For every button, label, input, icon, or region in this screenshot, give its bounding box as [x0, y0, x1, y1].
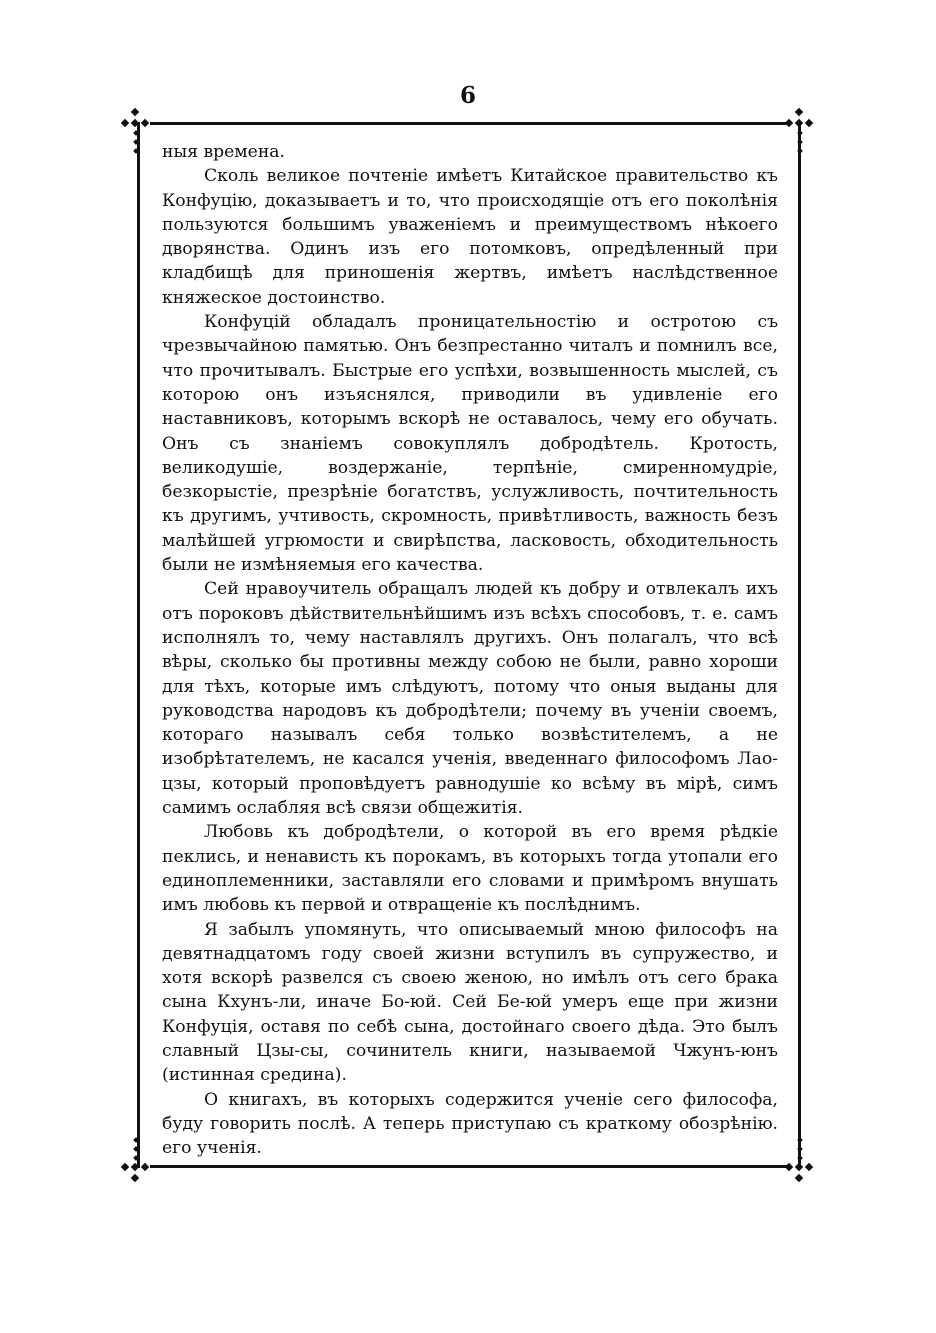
- frame-right-rule: [798, 122, 801, 1168]
- paragraph: Сей нравоучитель обращалъ людей къ добру и отвлекалъ ихъ отъ пороковъ дѣйствительнѣйшимъ изъ всѣхъ способовъ, т. е. самъ исполнялъ то, чему наставлялъ другихъ. Онъ полагалъ, что всѣ вѣры, сколько бы противны между собою не были, равно хороши для тѣхъ, которые имъ слѣдуютъ, потому что оныя выданы для руководства народовъ къ добродѣтели; почему въ ученіи своемъ, котораго называлъ себя только возвѣстителемъ, а не изобрѣтателемъ, не касался ученія, введеннаго философомъ Лао-цзы, который проповѣдуетъ равнодушіе ко всѣму въ мірѣ, симъ самимъ ослабляя всѣ связи общежитія.: [162, 579, 778, 819]
- frame-bottom-rule: [150, 1165, 790, 1168]
- paragraph-continuation: ныя времена.: [162, 142, 285, 162]
- ornament-bottom-right-icon: [782, 1130, 822, 1190]
- frame-top-rule: [150, 122, 790, 125]
- paragraph: Я забылъ упомянуть, что описываемый мною философъ на девятнадцатомъ году своей жизни вступилъ въ супружество, и хотя вскорѣ развелся съ своею женою, но имѣлъ отъ сего брака сына Кхунъ-ли, иначе Бо-юй. Сей Бе-юй умеръ еще при жизни Конфуція, оставя по себѣ сына, достойнаго своего дѣда. Это былъ славный Цзы-сы, сочинитель книги, называемой Чжунъ-юнъ (истинная средина).: [162, 919, 778, 1086]
- ornament-top-left-icon: [118, 106, 158, 166]
- paragraph: Любовь къ добродѣтели, о которой въ его время рѣдкіе пеклись, и ненависть къ порокамъ, въ которыхъ тогда утопали его единоплеменники, заставляли его словами и примѣромъ внушать имъ любовь къ первой и отвращеніе къ послѣднимъ.: [162, 822, 778, 916]
- paragraph: Сколь великое почтеніе имѣетъ Китайское правительство къ Конфуцію, доказываетъ и то, что происходящіе отъ его поколѣнія пользуются большимъ уваженіемъ и преимуществомъ нѣкоего дворянства. Одинъ изъ его потомковъ, опредѣленный при кладбищѣ для приношенія жертвъ, имѣетъ наслѣдственное княжеское достоинство.: [162, 166, 778, 308]
- paragraph: О книгахъ, въ которыхъ содержится ученіе сего философа, буду говорить послѣ. А теперь приступаю съ краткому обозрѣнію. его ученія.: [162, 1089, 778, 1159]
- ornament-top-right-icon: [782, 106, 822, 166]
- frame-left-rule: [137, 122, 140, 1168]
- page-number: 6: [459, 82, 476, 109]
- ornament-bottom-left-icon: [118, 1130, 158, 1190]
- body-text: [162, 140, 778, 1160]
- paragraph: Конфуцій обладалъ проницательностію и остротою съ чрезвычайною памятью. Онъ безпрестанно читалъ и помнилъ все, что прочитывалъ. Быстрые его успѣхи, возвышенность мыслей, съ которою онъ изъяснялся, приводили въ удивленіе его наставниковъ, которымъ вскорѣ не оставалось, чему его обучать. Онъ съ знаніемъ совокуплялъ добродѣтель. Кротость, великодушіе, воздержаніе, терпѣніе, смиренномудріе, безкорыстіе, презрѣніе богатствъ, услужливость, почтительность къ другимъ, учтивость, скромность, привѣтливость, важность безъ малѣйшей угрюмости и свирѣпства, ласковость, обходительность были не измѣняемыя его качества.: [162, 312, 778, 576]
